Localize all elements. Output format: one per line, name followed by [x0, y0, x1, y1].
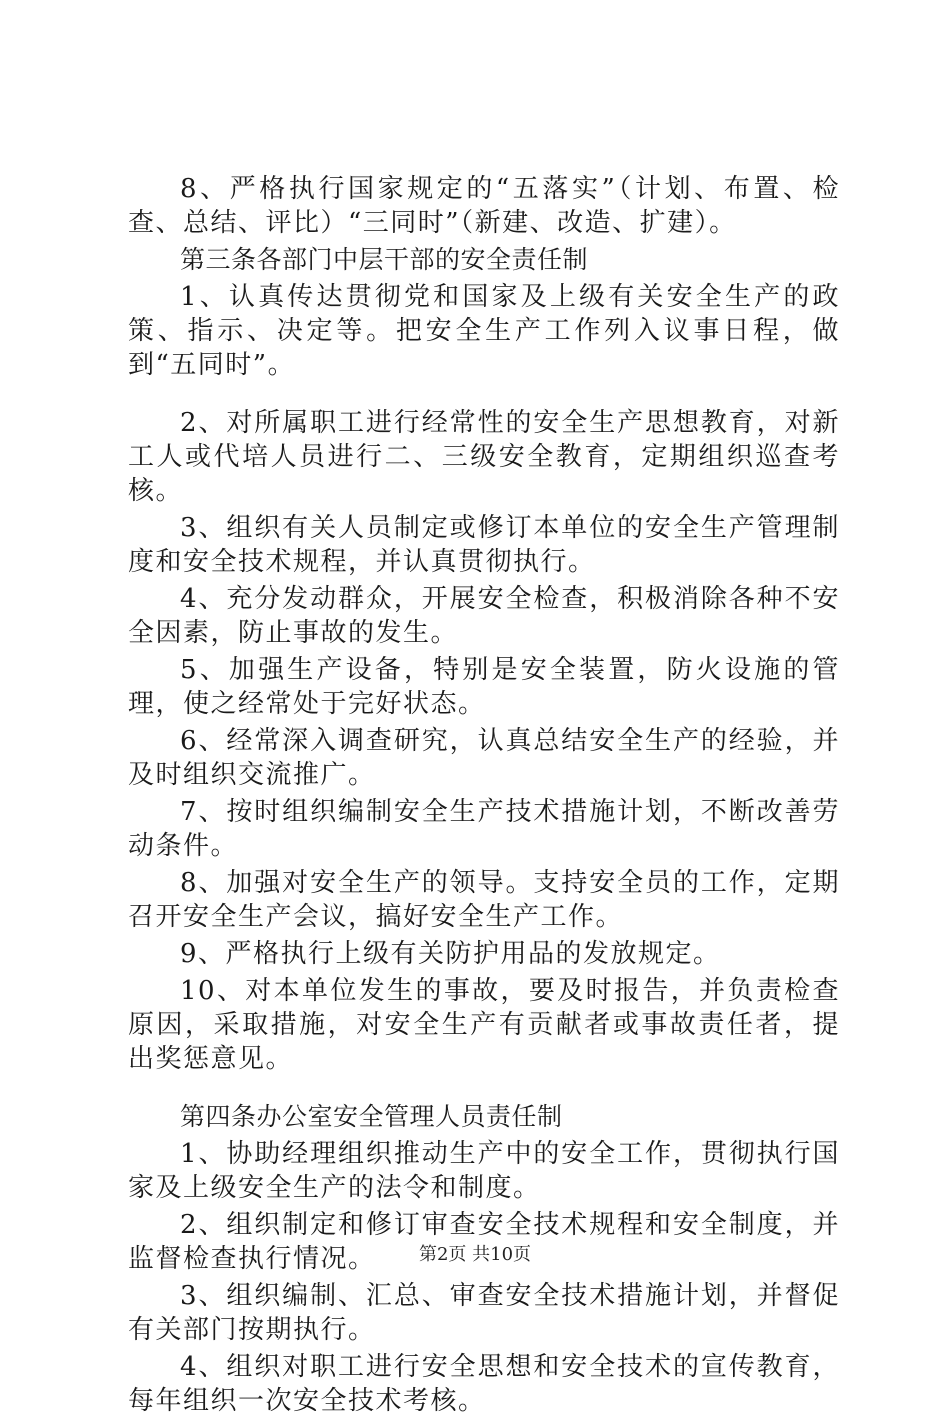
paragraph-item-9: 9、严格执行上级有关防护用品的发放规定。 — [180, 939, 721, 969]
paragraph-office-item-1: 1、协助经理组织推动生产中的安全工作，贯彻执行国家及上级安全生产的法令和制度。 — [128, 1139, 840, 1203]
paragraph-office-item-2: 2、组织制定和修订审查安全技术规程和安全制度，并监督检查执行情况。 — [128, 1210, 840, 1274]
paragraph-item-4: 4、充分发动群众，开展安全检查，积极消除各种不安全因素，防止事故的发生。 — [128, 584, 840, 648]
paragraph-item-1: 1、认真传达贯彻党和国家及上级有关安全生产的政策、指示、决定等。把安全生产工作列入议事日程，做到“五同时”。 — [128, 282, 840, 380]
section-heading-article-4: 第四条办公室安全管理人员责任制 — [180, 1102, 563, 1131]
paragraph-item-10: 10、对本单位发生的事故，要及时报告，并负责检查原因，采取措施，对安全生产有贡献者或事故责任者，提出奖惩意见。 — [128, 976, 840, 1074]
paragraph-item-5: 5、加强生产设备，特别是安全装置，防火设施的管理，使之经常处于完好状态。 — [128, 655, 840, 719]
paragraph-item-2: 2、对所属职工进行经常性的安全生产思想教育，对新工人或代培人员进行二、三级安全教育，定期组织巡查考核。 — [128, 408, 840, 506]
paragraph-office-item-3: 3、组织编制、汇总、审查安全技术措施计划，并督促有关部门按期执行。 — [128, 1281, 840, 1345]
paragraph-item-3: 3、组织有关人员制定或修订本单位的安全生产管理制度和安全技术规程，并认真贯彻执行。 — [128, 513, 840, 577]
paragraph-item-7: 7、按时组织编制安全生产技术措施计划，不断改善劳动条件。 — [128, 797, 840, 861]
paragraph-item-8: 8、加强对安全生产的领导。支持安全员的工作，定期召开安全生产会议，搞好安全生产工作。 — [128, 868, 840, 932]
paragraph-item-6: 6、经常深入调查研究，认真总结安全生产的经验，并及时组织交流推广。 — [128, 726, 840, 790]
section-heading-article-3: 第三条各部门中层干部的安全责任制 — [180, 245, 589, 274]
paragraph-office-item-4: 4、组织对职工进行安全思想和安全技术的宣传教育，每年组织一次安全技术考核。 — [128, 1352, 840, 1416]
paragraph-item-8-five-implementations: 8、严格执行国家规定的“五落实”（计划、布置、检查、总结、评比）“三同时”（新建、改造、扩建）。 — [128, 174, 840, 238]
document-body — [128, 172, 840, 1421]
page-number-footer: 第2页 共10页 — [418, 1244, 532, 1265]
